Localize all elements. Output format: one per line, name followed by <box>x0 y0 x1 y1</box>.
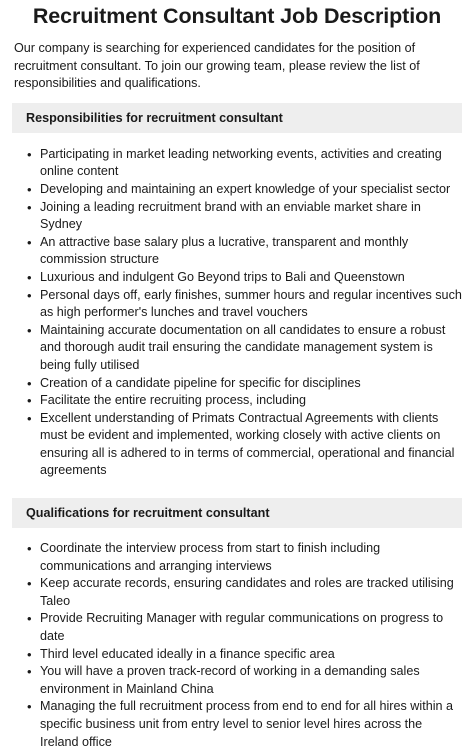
list-item: • An attractive base salary plus a lucrative, transparent and monthly commission structure <box>40 234 462 269</box>
list-item: • Joining a leading recruitment brand with an enviable market share in Sydney <box>40 199 462 234</box>
list-item: • Managing the full recruitment process from end to end for all hires within a specific business unit from entry level to senior level hires across the Ireland office <box>40 698 462 751</box>
list-item: • You will have a proven track-record of working in a demanding sales environment in Mainland China <box>40 663 462 698</box>
list-item: • Participating in market leading networking events, activities and creating online content <box>40 146 462 181</box>
list-item: • Facilitate the entire recruiting process, including <box>40 392 462 410</box>
responsibilities-heading: Responsibilities for recruitment consultant <box>12 103 462 133</box>
qualifications-list <box>12 540 462 751</box>
list-item: • Provide Recruiting Manager with regular communications on progress to date <box>40 610 462 645</box>
list-item: • Developing and maintaining an expert knowledge of your specialist sector <box>40 181 462 199</box>
page-title: Recruitment Consultant Job Description <box>32 4 442 28</box>
list-item: • Maintaining accurate documentation on all candidates to ensure a robust and thorough audit trail ensuring the candidate management system is being fully utilised <box>40 322 462 375</box>
list-item: • Luxurious and indulgent Go Beyond trips to Bali and Queenstown <box>40 269 462 287</box>
list-item: • Keep accurate records, ensuring candidates and roles are tracked utilising Taleo <box>40 575 462 610</box>
intro-paragraph: Our company is searching for experienced candidates for the position of recruitment consultant. To join our growing team, please review the list of responsibilities and qualifications. <box>14 41 420 91</box>
list-item: • Personal days off, early finishes, summer hours and regular incentives such as high performer's lunches and travel vouchers <box>40 287 462 322</box>
list-item: • Coordinate the interview process from start to finish including communications and arranging interviews <box>40 540 462 575</box>
list-item: • Excellent understanding of Primats Contractual Agreements with clients must be evident and implemented, working closely with active clients on ensuring all is adhered to in terms of commercial, operational and financial agreements <box>40 410 462 480</box>
list-item: • Creation of a candidate pipeline for specific for disciplines <box>40 375 462 393</box>
qualifications-heading: Qualifications for recruitment consultant <box>12 498 462 528</box>
list-item: • Third level educated ideally in a finance specific area <box>40 646 462 664</box>
responsibilities-list <box>12 146 462 480</box>
